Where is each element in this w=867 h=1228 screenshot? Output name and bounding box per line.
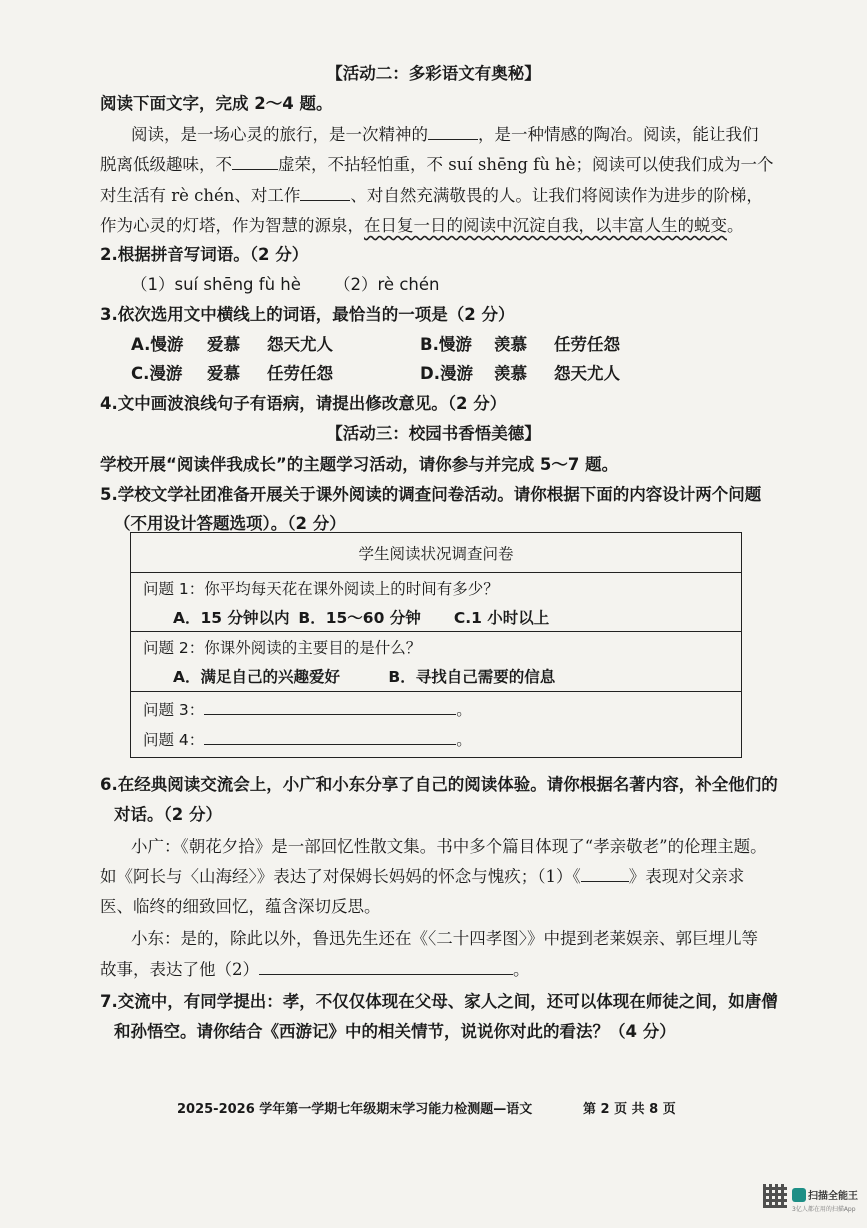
blank-2 <box>232 153 278 171</box>
survey-q2-opt-b: B．寻找自己需要的信息 <box>388 668 556 686</box>
q6-line-1: 6.在经典阅读交流会上，小广和小东分享了自己的阅读体验。请你根据名著内容，补全他们的 <box>100 775 778 794</box>
q7-line-2: 和孙悟空。请你结合《西游记》中的相关情节，说说你对此的看法？（4 分） <box>114 1022 676 1041</box>
activity3-title: 【活动三：校园书香悟美德】 <box>326 424 541 443</box>
survey-q2-text: 问题 2：你课外阅读的主要目的是什么？ <box>143 639 422 657</box>
q2-pinyin-2: （2）rè chén <box>334 275 440 294</box>
blank-3 <box>300 184 350 202</box>
survey-title: 学生阅读状况调查问卷 <box>131 533 742 573</box>
q3-stem: 3.依次选用文中横线上的词语，最恰当的一项是（2 分） <box>100 305 515 324</box>
survey-q1-text: 问题 1：你平均每天花在课外阅读上的时间有多少？ <box>143 579 499 598</box>
q3-option-d-w3: 怨天尤人 <box>554 364 620 383</box>
q6-blank-1 <box>581 865 629 883</box>
survey-table <box>130 532 742 758</box>
survey-q4-blank <box>204 728 456 745</box>
passage-line-4: 作为心灵的灯塔，作为智慧的源泉，在日复一日的阅读中沉淀自我，以丰富人生的蜕变。 <box>100 216 744 235</box>
q2-pinyin-1: （1）suí shēng fù hè <box>131 275 301 294</box>
q3-option-c: C.漫游 <box>131 364 183 383</box>
survey-q4-label: 问题 4： <box>143 730 205 749</box>
passage-line-2: 脱离低级趣味，不 虚荣，不拈轻怕重，不 suí shēng fù hè；阅读可以使我们成为一个 <box>100 151 774 175</box>
q3-option-d-w2: 羡慕 <box>494 364 527 383</box>
q7-line-1: 7.交流中，有同学提出：孝，不仅仅体现在父母、家人之间，还可以体现在师徒之间，如唐僧 <box>100 992 778 1011</box>
q3-option-a: A.慢游 <box>131 335 184 354</box>
watermark-name: 扫描全能王 <box>808 1191 858 1202</box>
passage-line-3: 对生活有 rè chén、对工作 、对自然充满敬畏的人。让我们将阅读作为进步的阶梯， <box>100 182 763 206</box>
survey-q3-blank <box>204 698 456 715</box>
watermark-sub: 3亿人都在用的扫描App <box>792 1206 856 1213</box>
passage-line-1: 阅读，是一场心灵的旅行，是一次精神的 ，是一种情感的陶冶。阅读，能让我们 <box>131 121 759 145</box>
q3-option-b: B.慢游 <box>420 335 472 354</box>
q3-option-c-w2: 爱慕 <box>207 364 240 383</box>
q5-line-2: （不用设计答题选项）。（2 分） <box>114 514 346 533</box>
survey-q1-opt-a: A．15 分钟以内 <box>173 608 290 627</box>
q3-option-b-w3: 任劳任怨 <box>554 335 620 354</box>
wavy-sentence: 在日复一日的阅读中沉淀自我，以丰富人生的蜕变 <box>364 216 727 235</box>
blank-1 <box>428 123 478 141</box>
scanner-logo-icon <box>792 1188 806 1202</box>
q3-option-a-w3: 怨天尤人 <box>267 335 333 354</box>
q3-option-c-w3: 任劳任怨 <box>267 364 333 383</box>
footer-exam-title: 2025-2026 学年第一学期七年级期末学习能力检测题—语文 <box>177 1102 533 1117</box>
survey-q2-opt-a: A．满足自己的兴趣爱好 <box>173 668 340 686</box>
q5-line-1: 5.学校文学社团准备开展关于课外阅读的调查问卷活动。请你根据下面的内容设计两个问题 <box>100 485 762 504</box>
survey-q1-opt-c: C.1 小时以上 <box>453 608 550 627</box>
q3-option-b-w2: 羡慕 <box>494 335 527 354</box>
survey-q3-label: 问题 3： <box>143 700 205 719</box>
survey-question-1 <box>131 573 742 632</box>
q3-option-d: D.漫游 <box>420 364 473 383</box>
q6-xiaoguang-1: 小广：《朝花夕拾》是一部回忆性散文集。书中多个篇目体现了“孝亲敬老”的伦理主题。 <box>131 837 767 856</box>
survey-blank-questions: 问题 3： 。 问题 4： 。 <box>131 692 742 758</box>
q6-line-2: 对话。（2 分） <box>114 805 222 824</box>
survey-question-2 <box>131 632 742 692</box>
q3-option-a-w2: 爱慕 <box>207 335 240 354</box>
q6-xiaoguang-3: 医、临终的细致回忆，蕴含深切反思。 <box>100 897 381 916</box>
q4-stem: 4.文中画波浪线句子有语病，请提出修改意见。（2 分） <box>100 394 507 413</box>
activity2-instruction: 阅读下面文字，完成 2～4 题。 <box>100 94 333 113</box>
activity2-title: 【活动二：多彩语文有奥秘】 <box>326 64 541 83</box>
q6-xiaodong-1: 小东：是的，除此以外，鲁迅先生还在《〈二十四孝图〉》中提到老莱娱亲、郭巨埋儿等 <box>131 929 758 948</box>
survey-q1-opt-b: B．15～60 分钟 <box>298 608 421 627</box>
q6-xiaoguang-2: 如《阿长与〈山海经〉》表达了对保姆长妈妈的怀念与愧疚；（1）《 》表现对父亲求 <box>100 863 744 887</box>
activity3-intro: 学校开展“阅读伴我成长”的主题学习活动，请你参与并完成 5～7 题。 <box>100 455 619 474</box>
q6-xiaodong-2: 故事，表达了他（2） 。 <box>100 956 530 980</box>
q2-stem: 2.根据拼音写词语。（2 分） <box>100 245 309 264</box>
qr-code-icon <box>763 1184 787 1208</box>
q6-blank-2 <box>259 958 513 976</box>
footer-page-number: 第 2 页 共 8 页 <box>583 1102 676 1117</box>
